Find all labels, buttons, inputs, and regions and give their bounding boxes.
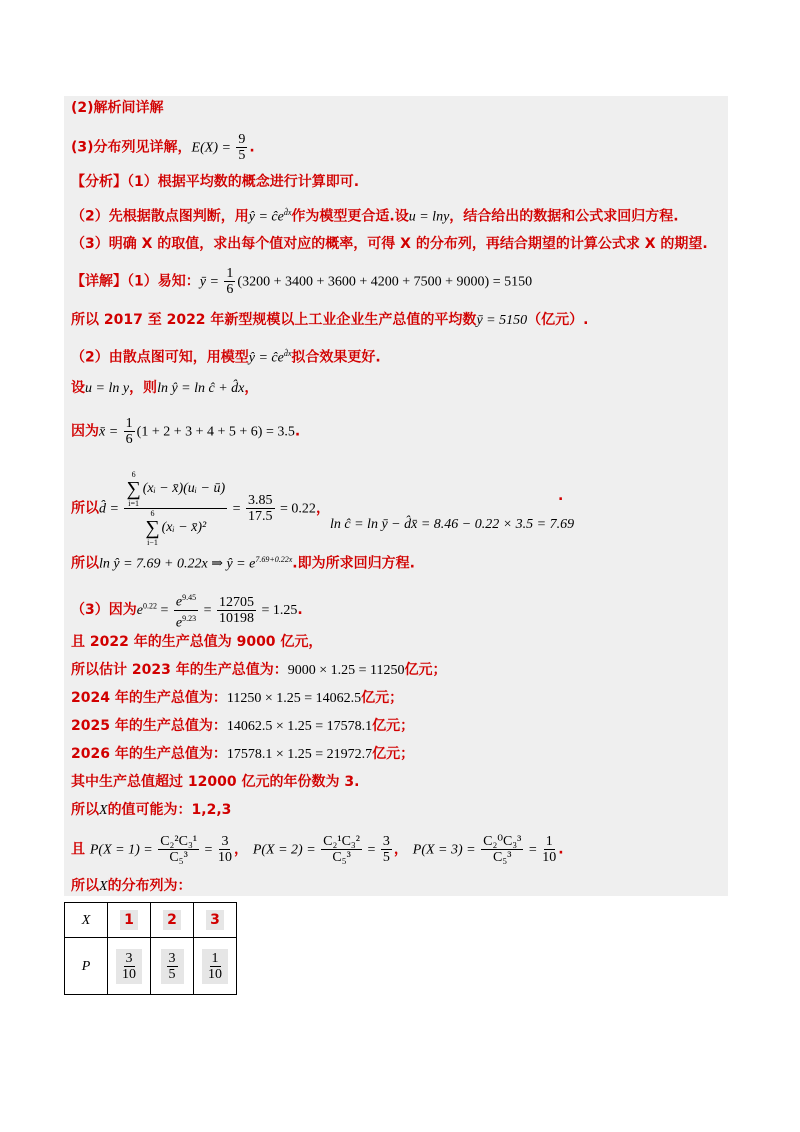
distribution-table xyxy=(64,902,237,995)
table-cell: $\frac{3}{5}$ xyxy=(151,938,194,995)
set-line: 设u = ln y，则ln ŷ = ln ĉ + d̂x， xyxy=(71,380,259,396)
detail-line-1: 【详解】（1）易知：ȳ = $\frac{1}{6}$ (3200 + 3400 + 3600 + 4200 + 7500 + 9000) = 5150 xyxy=(71,266,533,297)
table-cell: $\frac{3}{10}$ xyxy=(108,938,151,995)
y2025-line: 2025 年的生产总值为：14062.5 × 1.25 = 17578.1亿元； xyxy=(71,718,415,734)
table-cell: 1 xyxy=(108,903,151,938)
analysis-line-3: （3）明确 X 的取值，求出每个值对应的概率，可得 X 的分布列，再结合期望的计算公式求 X 的期望. xyxy=(71,236,708,252)
distribution-title: 所以X的分布列为： xyxy=(71,878,192,894)
analysis-line-2: （2）先根据散点图判断，用ŷ = $ĉe^{d̂x}$作为模型更合适.设u = lny，结合给出的数据和公式求回归方程. xyxy=(71,208,679,225)
y2022-line: 且 2022 年的生产总值为 9000 亿元， xyxy=(71,634,323,650)
part2-line: （2）由散点图可知，用模型ŷ = $ĉe^{d̂x}$拟合效果更好. xyxy=(71,349,381,366)
lnc-line: ln ĉ = ln ȳ − d̂x̄ = 8.46 − 0.22 × 3.5 = 7.69 xyxy=(330,517,575,532)
table-header-p: P xyxy=(65,938,108,995)
probability-line: 且 P(X = 1) = $\frac{\text{C₂²C₃¹}}{\text{C₅³}}$ = $\frac{3}{10}$ ， P(X = 2) = $\frac{\text{C₂¹C₃²}}{\text{C₅³}}$ = $\frac{3}{5}$ ， P(X = 3) = $\frac{\text{C₂⁰C₃³}}{\text{C₅³}}$ = $\frac{1}{10}$ . xyxy=(71,834,564,865)
stray-dot: . xyxy=(558,488,564,504)
part3-ratio-line: （3）因为$e^{0.22}$ = $\frac{e^{9.45}}{e^{9.23}}$ = $\frac{12705}{10198}$ = 1.25. xyxy=(71,590,303,630)
y2024-line: 2024 年的生产总值为：11250 × 1.25 = 14062.5亿元； xyxy=(71,690,404,706)
mean-line: 所以 2017 至 2022 年新型规模以上工业企业生产总值的平均数ȳ = 5150（亿元）. xyxy=(71,312,589,328)
y2023-line: 所以估计 2023 年的生产总值为：9000 × 1.25 = 11250亿元； xyxy=(71,662,447,678)
table-cell: 3 xyxy=(194,903,237,938)
table-row xyxy=(65,938,237,995)
xvalues-line: 所以X的值可能为：1,2,3 xyxy=(71,802,232,818)
table-header-x: X xyxy=(65,903,108,938)
line-part2-note: (2)解析间详解 xyxy=(71,100,164,116)
table-cell: 2 xyxy=(151,903,194,938)
line-part3-answer: (3)分布列见详解，E(X) = $\frac{9}{5}$ . xyxy=(71,132,255,163)
y2026-line: 2026 年的生产总值为：17578.1 × 1.25 = 21972.7亿元； xyxy=(71,746,415,762)
table-cell: $\frac{1}{10}$ xyxy=(194,938,237,995)
table-row xyxy=(65,903,237,938)
count-line: 其中生产总值超过 12000 亿元的年份数为 3. xyxy=(71,774,360,790)
dhat-line: 所以d̂ = 6 ∑ i=1 (xᵢ − x̄)(uᵢ − ū) 6 ∑ i−1 (xᵢ − x̄)² = $\frac{3.85}{17.5}$ = 0.22， xyxy=(71,470,330,547)
regression-line: 所以ln ŷ = 7.69 + 0.22x ⇒ ŷ = $e^{7.69+0.22x}$.即为所求回归方程. xyxy=(71,555,415,572)
analysis-line-1: 【分析】（1）根据平均数的概念进行计算即可. xyxy=(71,174,360,190)
xbar-line: 因为x̄ = $\frac{1}{6}$ (1 + 2 + 3 + 4 + 5 + 6) = 3.5. xyxy=(71,416,301,447)
